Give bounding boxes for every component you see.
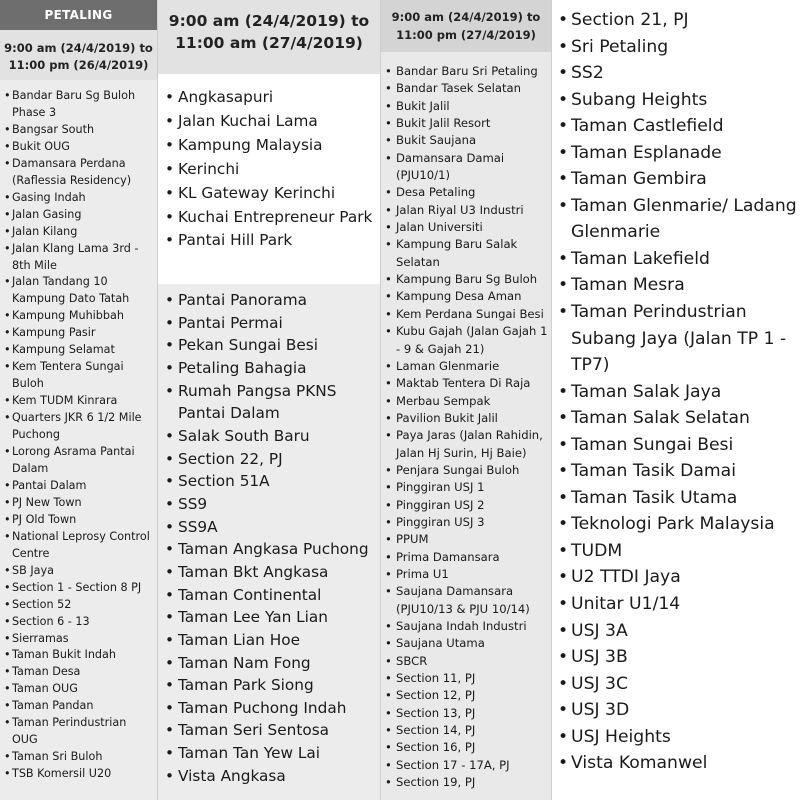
- list-item: • Maktab Tentera Di Raja: [385, 375, 548, 392]
- list-item: • Bukit Saujana: [385, 132, 548, 149]
- list-item: • Saujana Utama: [385, 635, 548, 652]
- list-item: • Pantai Dalam: [4, 478, 153, 495]
- area-list: [158, 284, 380, 800]
- list-item: • Penjara Sungai Buloh: [385, 462, 548, 479]
- list-item: • Section 19, PJ: [385, 774, 548, 791]
- date-range-header: 9:00 am (24/4/2019) to 11:00 pm (26/4/2019): [0, 30, 157, 80]
- list-item: • Section 51A: [165, 470, 374, 493]
- list-item: • Taman Sungai Besi: [558, 432, 801, 459]
- list-item: • Jalan Kilang: [4, 224, 153, 241]
- list-item: • U2 TTDI Jaya: [558, 564, 801, 591]
- list-item: • Jalan Universiti: [385, 219, 548, 236]
- list-item: • Damansara Damai (PJU10/1): [385, 150, 548, 185]
- list-item: • Prima Damansara: [385, 549, 548, 566]
- list-item: • Taman Lee Yan Lian: [165, 606, 374, 629]
- list-item: • Taman Salak Selatan: [558, 405, 801, 432]
- list-item: • Kem Tentera Sungai Buloh: [4, 359, 153, 393]
- list-item: • Section 6 - 13: [4, 614, 153, 631]
- list-item: • Taman Bukit Indah: [4, 647, 153, 664]
- list-item: • Saujana Indah Industri: [385, 618, 548, 635]
- list-item: • Kampung Muhibbah: [4, 308, 153, 325]
- list-item: • Taman Sri Buloh: [4, 749, 153, 766]
- list-item: • Pantai Hill Park: [165, 229, 374, 253]
- list-item: • USJ 3A: [558, 618, 801, 645]
- list-item: • SS9A: [165, 516, 374, 539]
- list-item: • Sri Petaling: [558, 34, 801, 61]
- list-item: • SBCR: [385, 653, 548, 670]
- list-item: • Vista Komanwel: [558, 750, 801, 777]
- list-item: • Rumah Pangsa PKNS Pantai Dalam: [165, 380, 374, 425]
- list-item: • Kampung Pasir: [4, 325, 153, 342]
- list-item: • Section 22, PJ: [165, 448, 374, 471]
- area-column-2: [158, 0, 380, 800]
- list-item: • Kem Perdana Sungai Besi: [385, 306, 548, 323]
- list-item: • Taman Lakefield: [558, 246, 801, 273]
- list-item: • Pantai Permai: [165, 312, 374, 335]
- list-item: • Bandar Baru Sri Petaling: [385, 63, 548, 80]
- list-item: • Kerinchi: [165, 158, 374, 182]
- list-item: • Taman Glenmarie/ Ladang Glenmarie: [558, 193, 801, 246]
- list-item: • Angkasapuri: [165, 86, 374, 110]
- list-item: • Pinggiran USJ 1: [385, 479, 548, 496]
- date-range-header: 9:00 am (24/4/2019) to 11:00 pm (27/4/2019): [381, 0, 551, 52]
- date-range-header: 9:00 am (24/4/2019) to 11:00 am (27/4/2019): [158, 0, 380, 74]
- list-item: • Jalan Gasing: [4, 207, 153, 224]
- list-item: • Teknologi Park Malaysia: [558, 511, 801, 538]
- area-title: PETALING: [0, 0, 157, 30]
- list-item: • Vista Angkasa: [165, 765, 374, 788]
- list-item: • Subang Heights: [558, 87, 801, 114]
- list-item: • Section 1 - Section 8 PJ: [4, 580, 153, 597]
- list-item: • KL Gateway Kerinchi: [165, 182, 374, 206]
- list-item: • USJ 3D: [558, 697, 801, 724]
- list-item: • PJ Old Town: [4, 512, 153, 529]
- list-item: • USJ 3C: [558, 671, 801, 698]
- list-item: • Kampung Desa Aman: [385, 288, 548, 305]
- area-column-1: [0, 0, 157, 800]
- list-item: • Pekan Sungai Besi: [165, 334, 374, 357]
- list-item: • Unitar U1/14: [558, 591, 801, 618]
- list-item: • Taman Seri Sentosa: [165, 719, 374, 742]
- list-item: • Kampung Baru Salak Selatan: [385, 236, 548, 271]
- list-item: • Bukit OUG: [4, 139, 153, 156]
- list-item: • Bangsar South: [4, 122, 153, 139]
- area-list: [158, 74, 380, 283]
- area-list: [381, 52, 551, 791]
- list-item: • Taman Desa: [4, 664, 153, 681]
- list-item: • Section 21, PJ: [558, 7, 801, 34]
- area-list: [552, 0, 805, 777]
- list-item: • Taman Lian Hoe: [165, 629, 374, 652]
- list-item: • SS2: [558, 60, 801, 87]
- list-item: • Taman Salak Jaya: [558, 379, 801, 406]
- list-item: • Bandar Tasek Selatan: [385, 80, 548, 97]
- list-item: • TUDM: [558, 538, 801, 565]
- list-item: • Taman Gembira: [558, 166, 801, 193]
- list-item: • Taman Continental: [165, 584, 374, 607]
- list-item: • Jalan Riyal U3 Industri: [385, 202, 548, 219]
- list-item: • Sierramas: [4, 631, 153, 648]
- list-item: • Kampung Baru Sg Buloh: [385, 271, 548, 288]
- list-item: • Prima U1: [385, 566, 548, 583]
- list-item: • National Leprosy Control Centre: [4, 529, 153, 563]
- list-item: • Section 16, PJ: [385, 739, 548, 756]
- list-item: • Pantai Panorama: [165, 289, 374, 312]
- list-item: • Merbau Sempak: [385, 393, 548, 410]
- list-item: • Desa Petaling: [385, 184, 548, 201]
- list-item: • Pinggiran USJ 2: [385, 497, 548, 514]
- list-item: • Bandar Baru Sg Buloh Phase 3: [4, 88, 153, 122]
- list-item: • Taman Tasik Damai: [558, 458, 801, 485]
- list-item: • Quarters JKR 6 1/2 Mile Puchong: [4, 410, 153, 444]
- list-item: • Taman Puchong Indah: [165, 697, 374, 720]
- list-item: • Taman Castlefield: [558, 113, 801, 140]
- list-item: • Jalan Tandang 10 Kampung Dato Tatah: [4, 274, 153, 308]
- list-item: • Taman Perindustrian OUG: [4, 715, 153, 749]
- list-item: • Kem TUDM Kinrara: [4, 393, 153, 410]
- list-item: • Bukit Jalil: [385, 98, 548, 115]
- list-item: • Taman Angkasa Puchong: [165, 538, 374, 561]
- list-item: • Taman OUG: [4, 681, 153, 698]
- list-item: • Gasing Indah: [4, 190, 153, 207]
- list-item: • Section 52: [4, 597, 153, 614]
- list-item: • Section 14, PJ: [385, 722, 548, 739]
- list-item: • Damansara Perdana (Raflessia Residency): [4, 156, 153, 190]
- list-item: • Jalan Klang Lama 3rd - 8th Mile: [4, 241, 153, 275]
- list-item: • Jalan Kuchai Lama: [165, 110, 374, 134]
- list-item: • Section 17 - 17A, PJ: [385, 757, 548, 774]
- list-item: • Taman Mesra: [558, 272, 801, 299]
- list-item: • Taman Tan Yew Lai: [165, 742, 374, 765]
- list-item: • Section 12, PJ: [385, 687, 548, 704]
- list-item: • Taman Park Siong: [165, 674, 374, 697]
- area-column-3: [381, 0, 551, 800]
- list-item: • PJ New Town: [4, 495, 153, 512]
- list-item: • Kuchai Entrepreneur Park: [165, 206, 374, 230]
- list-item: • Bukit Jalil Resort: [385, 115, 548, 132]
- list-item: • Taman Nam Fong: [165, 652, 374, 675]
- list-item: • Kampung Malaysia: [165, 134, 374, 158]
- list-item: • PPUM: [385, 531, 548, 548]
- list-item: • USJ Heights: [558, 724, 801, 751]
- list-item: • Paya Jaras (Jalan Rahidin, Jalan Hj Surin, Hj Baie): [385, 427, 548, 462]
- list-item: • Section 11, PJ: [385, 670, 548, 687]
- list-item: • Laman Glenmarie: [385, 358, 548, 375]
- list-item: • Petaling Bahagia: [165, 357, 374, 380]
- list-item: • Section 13, PJ: [385, 705, 548, 722]
- list-item: • Pavilion Bukit Jalil: [385, 410, 548, 427]
- list-item: • SB Jaya: [4, 563, 153, 580]
- area-list: [0, 80, 157, 800]
- list-item: • Taman Bkt Angkasa: [165, 561, 374, 584]
- list-item: • Lorong Asrama Pantai Dalam: [4, 444, 153, 478]
- list-item: • Pinggiran USJ 3: [385, 514, 548, 531]
- list-item: • Taman Tasik Utama: [558, 485, 801, 512]
- list-item: • Kubu Gajah (Jalan Gajah 1 - 9 & Gajah 21): [385, 323, 548, 358]
- list-item: • Salak South Baru: [165, 425, 374, 448]
- list-item: • SS9: [165, 493, 374, 516]
- list-item: • USJ 3B: [558, 644, 801, 671]
- list-item: • TSB Komersil U20: [4, 766, 153, 783]
- list-item: • Taman Esplanade: [558, 140, 801, 167]
- area-column-4: [552, 0, 805, 800]
- list-item: • Kampung Selamat: [4, 342, 153, 359]
- list-item: • Saujana Damansara (PJU10/13 & PJU 10/14): [385, 583, 548, 618]
- list-item: • Taman Pandan: [4, 698, 153, 715]
- list-item: • Taman Perindustrian Subang Jaya (Jalan TP 1 - TP7): [558, 299, 801, 379]
